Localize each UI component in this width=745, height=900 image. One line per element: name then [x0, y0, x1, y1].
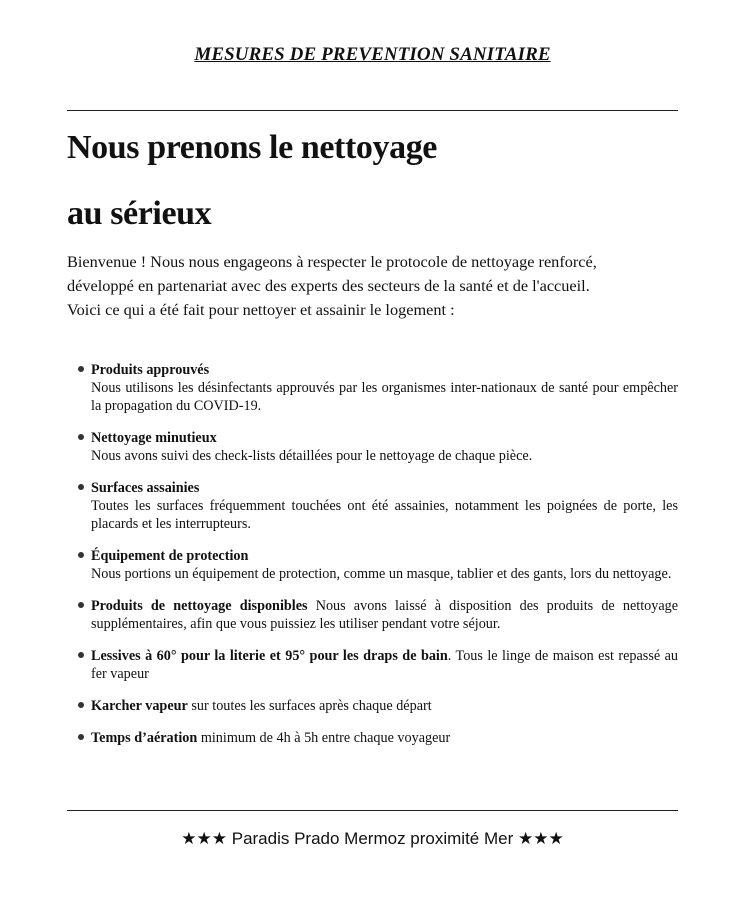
bullet-icon	[78, 484, 84, 490]
item-text: minimum de 4h à 5h entre chaque voyageur	[200, 730, 451, 746]
list-item-karcher-vapeur	[78, 697, 678, 715]
bullet-icon	[78, 702, 84, 708]
item-text: . Tous le linge de maison est repassé au fer vapeur	[91, 648, 678, 682]
top-divider	[67, 110, 678, 111]
bullet-icon	[78, 602, 84, 608]
item-text: Nous avons suivi des check-lists détaillées pour le nettoyage de chaque pièce.	[91, 448, 533, 464]
list-item-surfaces-assainies	[78, 479, 678, 533]
intro-line-2: développé en partenariat avec des experts des secteurs de la santé et de l'accueil.	[67, 276, 590, 295]
item-title: Produits approuvés	[91, 362, 210, 378]
bullet-icon	[78, 652, 84, 658]
headline-line-1: Nous prenons le nettoyage	[67, 129, 437, 166]
list-item-produits-disponibles	[78, 597, 678, 633]
bullet-icon	[78, 366, 84, 372]
item-text: Nous avons laissé à disposition des produits de nettoyage supplémentaires, afin que vous puissiez les utiliser pendant votre séjour.	[91, 598, 679, 632]
list-item-temps-aeration	[78, 729, 678, 747]
measures-list	[78, 361, 678, 747]
item-title: Temps d’aération	[91, 730, 198, 746]
list-item-lessives	[78, 647, 678, 683]
item-title: Surfaces assainies	[91, 480, 200, 496]
list-item-equipement-protection	[78, 547, 678, 583]
item-title: Produits de nettoyage disponibles	[91, 598, 308, 614]
bullet-icon	[78, 734, 84, 740]
item-text: Nous portions un équipement de protection, comme un masque, tablier et des gants, lors du nettoyage.	[91, 566, 672, 582]
list-item-nettoyage-minutieux	[78, 429, 678, 465]
item-text: Toutes les surfaces fréquemment touchées ont été assainies, notamment les poignées de porte, les placards et les interrupteurs.	[91, 498, 678, 532]
intro-line-3: Voici ce qui a été fait pour nettoyer et assainir le logement :	[67, 300, 455, 319]
document-header-title: MESURES DE PREVENTION SANITAIRE	[194, 44, 551, 65]
item-title: Nettoyage minutieux	[91, 430, 217, 446]
item-text: sur toutes les surfaces après chaque départ	[191, 698, 432, 714]
item-title: Équipement de protection	[91, 548, 249, 564]
item-text: Nous utilisons les désinfectants approuvés par les organismes inter-nationaux de santé pour empêcher la propagation du COVID-19.	[91, 380, 678, 414]
item-title: Karcher vapeur	[91, 698, 188, 714]
footer-property-name: ★★★ Paradis Prado Mermoz proximité Mer ★★★	[181, 829, 564, 848]
item-title: Lessives à 60° pour la literie et 95° pour les draps de bain	[91, 648, 448, 664]
intro-paragraph	[67, 250, 679, 322]
list-item-produits-approuves	[78, 361, 678, 415]
headline-line-2: au sérieux	[67, 195, 212, 232]
bullet-icon	[78, 434, 84, 440]
bottom-divider	[67, 810, 678, 811]
intro-line-1: Bienvenue ! Nous nous engageons à respecter le protocole de nettoyage renforcé,	[67, 252, 597, 271]
bullet-icon	[78, 552, 84, 558]
